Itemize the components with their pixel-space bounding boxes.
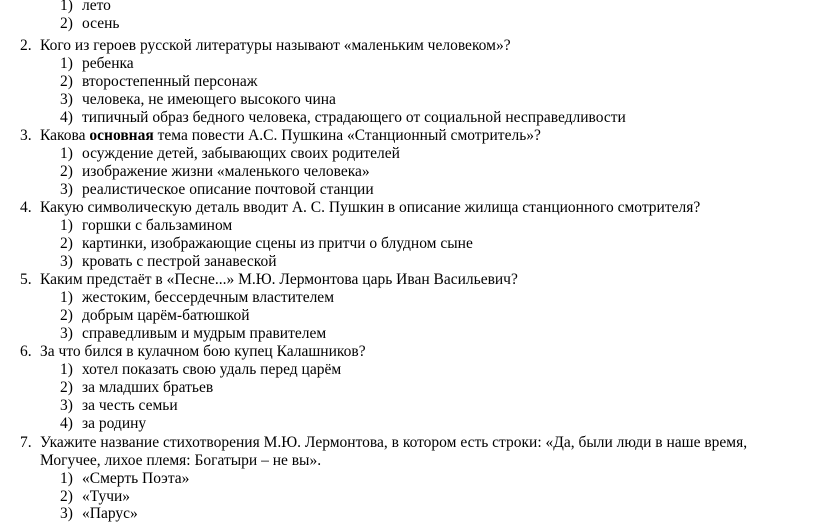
option-number: 2) [60, 73, 73, 90]
option-number: 1) [60, 361, 73, 378]
option-number: 3) [60, 325, 73, 342]
option-text: «Смерть Поэта» [82, 470, 190, 487]
question-number: 2. [20, 37, 32, 54]
question-number: 6. [20, 343, 32, 360]
option-number: 2) [60, 488, 73, 505]
question-number: 7. [20, 434, 32, 451]
option-number: 1) [60, 0, 73, 14]
question-number: 5. [20, 271, 32, 288]
option-number: 2) [60, 307, 73, 324]
option-text: справедливым и мудрым правителем [82, 325, 327, 342]
option-text: картинки, изображающие сцены из притчи о блудном сыне [82, 235, 473, 252]
option-text: изображение жизни «маленького человека» [82, 163, 370, 180]
option-number: 1) [60, 145, 73, 162]
question-text-end: тема повести А.С. Пушкина «Станционный смотритель»? [153, 127, 541, 144]
question-number: 4. [20, 199, 32, 216]
option-number: 3) [60, 253, 73, 270]
option-text: ребенка [82, 55, 134, 72]
option-number: 2) [60, 15, 73, 32]
option-text: кровать с пестрой занавеской [82, 253, 277, 270]
option-number: 2) [60, 235, 73, 252]
option-number: 1) [60, 289, 73, 306]
option-number: 3) [60, 91, 73, 108]
option-number: 2) [60, 379, 73, 396]
option-text: за младших братьев [82, 379, 214, 396]
option-text: горшки с бальзамином [82, 217, 233, 234]
question-text: За что бился в кулачном бою купец Калашников? [40, 343, 366, 360]
option-text: осень [82, 15, 120, 32]
option-number: 1) [60, 55, 73, 72]
question-text [40, 127, 541, 145]
option-text: реалистическое описание почтовой станции [82, 181, 374, 198]
question-text: Какую символическую деталь вводит А. С. Пушкин в описание жилища станционного смотрителя? [40, 199, 701, 216]
option-text: жестоким, бессердечным властителем [82, 289, 334, 306]
question-text-start: Какова [40, 127, 90, 144]
option-text: типичный образ бедного человека, страдающего от социальной несправедливости [82, 109, 626, 126]
option-number: 3) [60, 181, 73, 198]
question-text: Могучее, лихое племя: Богатыри – не вы». [40, 452, 322, 469]
option-number: 2) [60, 163, 73, 180]
option-text: лето [82, 0, 111, 14]
option-text: за честь семьи [82, 397, 178, 414]
option-text: добрым царём-батюшкой [82, 307, 250, 324]
option-text: хотел показать свою удаль перед царём [82, 361, 342, 378]
question-text: Кого из героев русской литературы называют «маленьким человеком»? [40, 37, 511, 54]
question-number: 3. [20, 127, 32, 144]
option-number: 3) [60, 505, 73, 522]
option-text: за родину [82, 415, 147, 432]
option-number: 1) [60, 217, 73, 234]
option-text: второстепенный персонаж [82, 73, 258, 90]
option-number: 1) [60, 470, 73, 487]
option-number: 4) [60, 415, 73, 432]
option-text: осуждение детей, забывающих своих родителей [82, 145, 400, 162]
question-text: Укажите название стихотворения М.Ю. Лермонтова, в котором есть строки: «Да, были люди в наше время, [40, 434, 748, 451]
option-text: «Тучи» [82, 488, 131, 505]
question-text-emphasis: основная [89, 127, 154, 144]
option-text: человека, не имеющего высокого чина [82, 91, 336, 108]
option-number: 4) [60, 109, 73, 126]
option-text: «Парус» [82, 505, 138, 522]
question-text: Каким предстаёт в «Песне...» М.Ю. Лермонтова царь Иван Васильевич? [40, 271, 518, 288]
option-number: 3) [60, 397, 73, 414]
